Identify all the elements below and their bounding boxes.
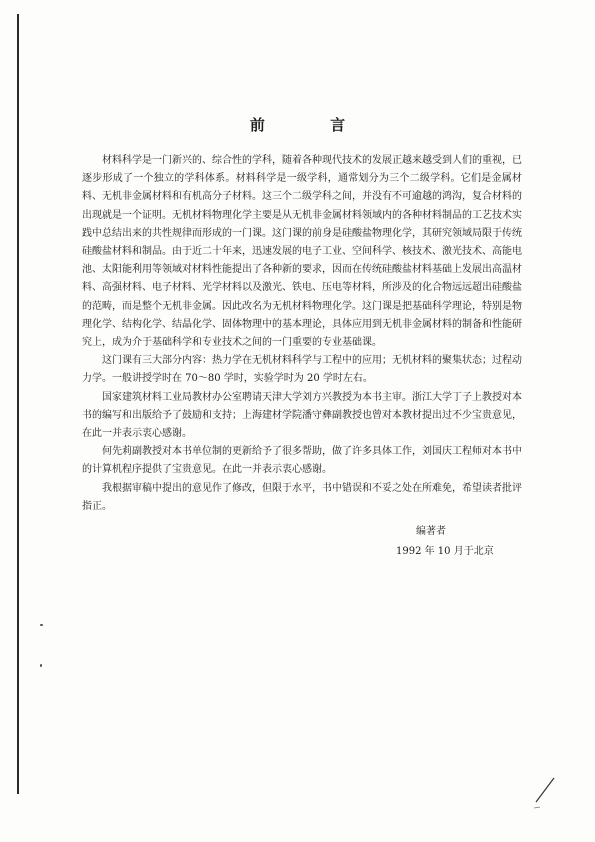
pen-mark-icon xyxy=(530,770,560,810)
preface-body xyxy=(82,152,522,516)
paragraph-5: 我根据审稿中提出的意见作了修改，但限于水平，书中错误和不妥之处在所难免，希望读者批评指正。 xyxy=(82,482,522,512)
paragraph-2: 这门课有三大部分内容：热力学在无机材料科学与工程中的应用；无机材料的聚集状态；过程动力学。一般讲授学时在 70～80 学时，实验学时为 20 学时左右。 xyxy=(82,355,522,385)
signature-date: 1992 年 10 月于北京 xyxy=(396,546,494,557)
signature-author: 编著者 xyxy=(416,526,446,537)
paragraph-3: 国家建筑材料工业局教材办公室聘请天津大学刘方兴教授为本书主审。浙江大学丁子上教授对本书的编写和出版给予了鼓励和支持；上海建材学院潘守彝副教授也曾对本教材提出过不少宝贵意见，在此一并表示衷心感谢。 xyxy=(82,391,522,440)
signature-block xyxy=(392,522,532,562)
scan-speck xyxy=(40,624,43,626)
paragraph-1: 材料科学是一门新兴的、综合性的学科，随着各种现代技术的发展正越来越受到人们的重视，已逐步形成了一个独立的学科体系。材料科学是一级学科，通常划分为三个二级学科。它们是金属材料、无机非金属材料和有机高分子材料。这三个二级学科之间，并没有不可逾越的鸿沟，复合材料的出现就是一个证明。无机材料物理化学主要是从无机非金属材料领域内的各种材料制品的工艺技术实践中总结出来的共性规律而形成的一门课。这门课的前身是硅酸盐物理化学，其研究领域局限于传统硅酸盐材料和制品。由于近二十年来，迅速发展的电子工业、空间科学、核技术、激光技术、高能电池、太阳能利用等领域对材料性能提出了各种新的要求，因而在传统硅酸盐材料基础上发展出高温材料、高强材料、电子材料、光学材料以及激光、铁电、压电等材料，所涉及的化合物远远超出硅酸盐的范畴，而是整个无机非金属。因此改名为无机材料物理化学。这门课是把基础科学理论，特别是物理化学、结构化学、结晶化学、固体物理中的基本理论，具体应用到无机非金属材料的制备和性能研究上，成为介于基础科学和专业技术之间的一门重要的专业基础课。 xyxy=(82,155,522,349)
page-title: 前 言 xyxy=(249,116,376,134)
paragraph-4: 何先莉副教授对本书单位制的更新给予了很多帮助，做了许多具体工作，刘国庆工程师对本书中的计算机程序提供了宝贵意见。在此一并表示衷心感谢。 xyxy=(82,446,522,476)
scan-speck xyxy=(40,664,42,667)
